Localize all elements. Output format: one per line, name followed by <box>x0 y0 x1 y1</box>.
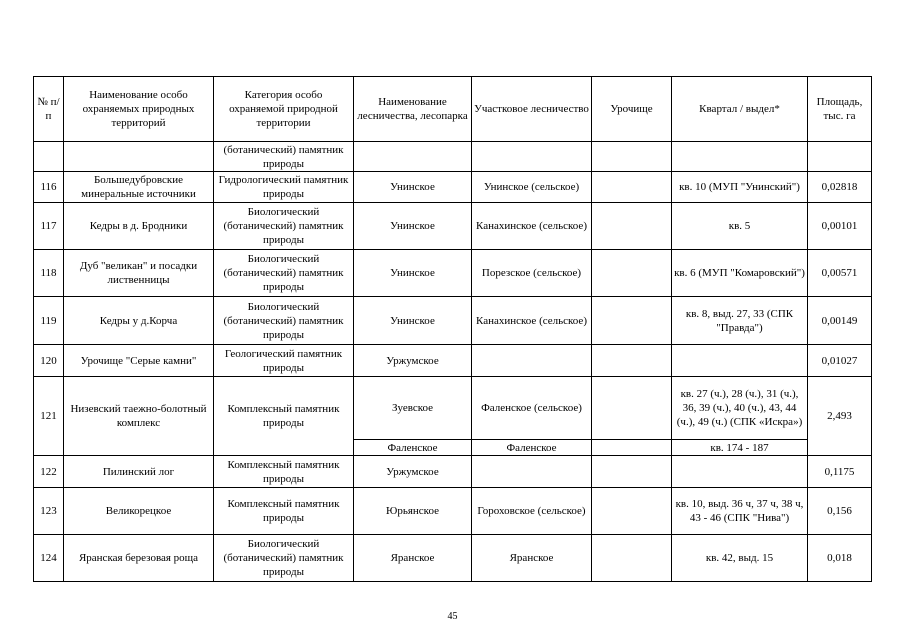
cell-district: Порезское (сельское) <box>472 250 592 297</box>
cell-quarter: кв. 174 - 187 <box>672 440 808 456</box>
cell-name: Кедры у д.Корча <box>64 297 214 345</box>
cell-num: 118 <box>34 250 64 297</box>
cell-num: 119 <box>34 297 64 345</box>
cell-category: Комплексный памятник природы <box>214 488 354 535</box>
cell-tract <box>592 440 672 456</box>
cell-forestry <box>354 142 472 172</box>
cell-num: 120 <box>34 345 64 377</box>
cell-num: 123 <box>34 488 64 535</box>
cell-name: Большедубровские минеральные источники <box>64 172 214 203</box>
cell-district: Гороховское (сельское) <box>472 488 592 535</box>
cell-district <box>472 345 592 377</box>
cell-quarter <box>672 345 808 377</box>
cell-district <box>472 456 592 488</box>
cell-quarter <box>672 456 808 488</box>
cell-district: Унинское (сельское) <box>472 172 592 203</box>
cell-area: 0,02818 <box>808 172 872 203</box>
cell-category: (ботанический) памятник природы <box>214 142 354 172</box>
cell-area <box>808 142 872 172</box>
cell-tract <box>592 377 672 440</box>
cell-tract <box>592 345 672 377</box>
cell-num: 117 <box>34 203 64 250</box>
cell-tract <box>592 535 672 582</box>
cell-category: Биологический (ботанический) памятник природы <box>214 250 354 297</box>
cell-category: Биологический (ботанический) памятник природы <box>214 297 354 345</box>
cell-forestry: Унинское <box>354 250 472 297</box>
cell-area: 0,156 <box>808 488 872 535</box>
cell-forestry: Унинское <box>354 203 472 250</box>
cell-quarter: кв. 8, выд. 27, 33 (СПК "Правда") <box>672 297 808 345</box>
cell-area: 2,493 <box>808 377 872 456</box>
cell-tract <box>592 488 672 535</box>
cell-quarter <box>672 142 808 172</box>
cell-name: Яранская березовая роща <box>64 535 214 582</box>
cell-num: 116 <box>34 172 64 203</box>
header-row <box>34 77 872 142</box>
cell-area: 0,00101 <box>808 203 872 250</box>
cell-num <box>34 142 64 172</box>
table-row <box>34 377 872 440</box>
cell-district: Яранское <box>472 535 592 582</box>
table-row <box>34 488 872 535</box>
cell-name <box>64 142 214 172</box>
table-row <box>34 456 872 488</box>
cell-name: Дуб "великан" и посадки лиственницы <box>64 250 214 297</box>
header-forestry: Наименование лесничества, лесопарка <box>354 77 472 142</box>
cell-num: 121 <box>34 377 64 456</box>
cell-district: Фаленское <box>472 440 592 456</box>
cell-forestry: Яранское <box>354 535 472 582</box>
cell-forestry: Унинское <box>354 172 472 203</box>
cell-quarter: кв. 10, выд. 36 ч, 37 ч, 38 ч, 43 - 46 (СПК "Нива") <box>672 488 808 535</box>
cell-category: Комплексный памятник природы <box>214 377 354 456</box>
cell-quarter: кв. 10 (МУП "Унинский") <box>672 172 808 203</box>
cell-district <box>472 142 592 172</box>
cell-tract <box>592 250 672 297</box>
cell-forestry: Зуевское <box>354 377 472 440</box>
header-area: Площадь, тыс. га <box>808 77 872 142</box>
page-number: 45 <box>447 611 458 622</box>
table-row <box>34 345 872 377</box>
cell-district: Канахинское (сельское) <box>472 203 592 250</box>
cell-area: 0,00149 <box>808 297 872 345</box>
table-row <box>34 203 872 250</box>
cell-category: Биологический (ботанический) памятник природы <box>214 203 354 250</box>
cell-num: 122 <box>34 456 64 488</box>
table-row <box>34 297 872 345</box>
cell-category: Гидрологический памятник природы <box>214 172 354 203</box>
cell-forestry: Унинское <box>354 297 472 345</box>
cell-district: Фаленское (сельское) <box>472 377 592 440</box>
header-quarter: Квартал / выдел* <box>672 77 808 142</box>
header-tract: Урочище <box>592 77 672 142</box>
cell-name: Кедры в д. Бродники <box>64 203 214 250</box>
cell-quarter: кв. 5 <box>672 203 808 250</box>
cell-tract <box>592 456 672 488</box>
protected-areas-table <box>33 76 872 582</box>
cell-name: Урочище "Серые камни" <box>64 345 214 377</box>
cell-area: 0,1175 <box>808 456 872 488</box>
cell-tract <box>592 142 672 172</box>
cell-area: 0,00571 <box>808 250 872 297</box>
cell-quarter: кв. 42, выд. 15 <box>672 535 808 582</box>
cell-quarter: кв. 6 (МУП "Комаровский") <box>672 250 808 297</box>
cell-num: 124 <box>34 535 64 582</box>
table-row <box>34 535 872 582</box>
header-district: Участковое лесничество <box>472 77 592 142</box>
header-num: № п/п <box>34 77 64 142</box>
cell-name: Великорецкое <box>64 488 214 535</box>
cell-forestry: Уржумское <box>354 345 472 377</box>
cell-category: Геологический памятник природы <box>214 345 354 377</box>
cell-area: 0,018 <box>808 535 872 582</box>
cell-tract <box>592 172 672 203</box>
cell-quarter: кв. 27 (ч.), 28 (ч.), 31 (ч.), 36, 39 (ч.), 40 (ч.), 43, 44 (ч.), 49 (ч.) (СПК «Искра») <box>672 377 808 440</box>
cell-area: 0,01027 <box>808 345 872 377</box>
table-row <box>34 172 872 203</box>
cell-forestry: Юрьянское <box>354 488 472 535</box>
cell-name: Пилинский лог <box>64 456 214 488</box>
cell-name: Низевский таежно-болотный комплекс <box>64 377 214 456</box>
table-row <box>34 250 872 297</box>
cell-forestry: Уржумское <box>354 456 472 488</box>
cell-category: Комплексный памятник природы <box>214 456 354 488</box>
cell-category: Биологический (ботанический) памятник природы <box>214 535 354 582</box>
cell-tract <box>592 297 672 345</box>
cell-tract <box>592 203 672 250</box>
continuation-row <box>34 142 872 172</box>
cell-forestry: Фаленское <box>354 440 472 456</box>
header-name: Наименование особо охраняемых природных территорий <box>64 77 214 142</box>
cell-district: Канахинское (сельское) <box>472 297 592 345</box>
header-category: Категория особо охраняемой природной территории <box>214 77 354 142</box>
